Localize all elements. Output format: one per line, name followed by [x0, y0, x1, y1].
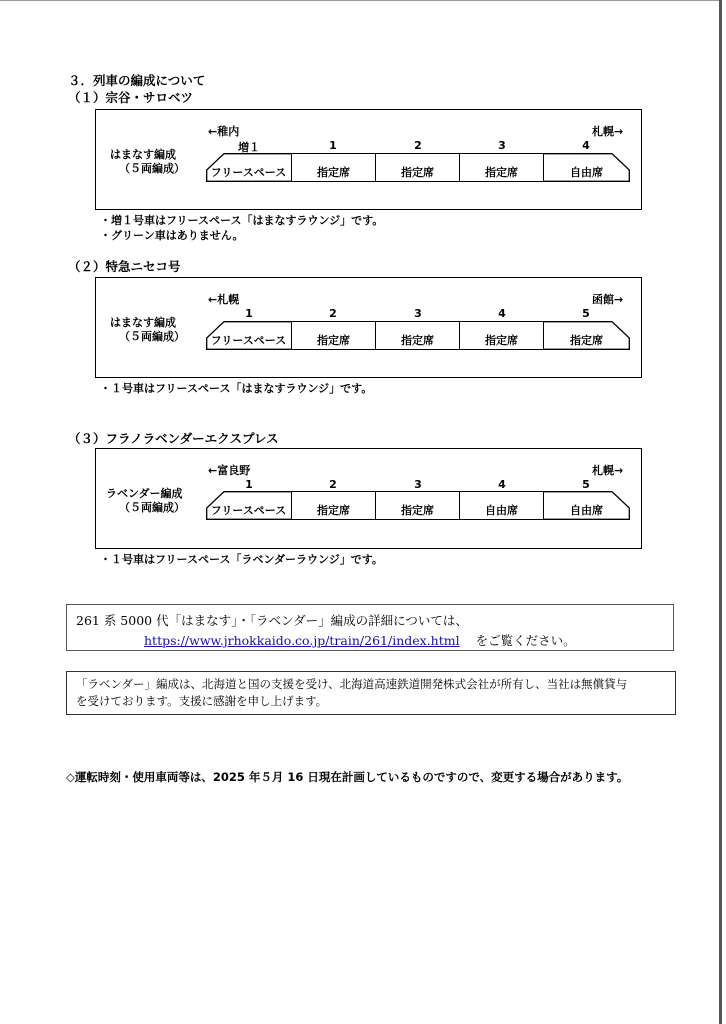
car-type: 指定席: [317, 166, 350, 179]
thanks-line-2: を受けております。支援に感謝を申し上げます。: [76, 694, 328, 708]
car-number: 3: [414, 307, 422, 320]
right-destination-2: 函館→: [592, 293, 624, 306]
section-2-heading: （２）特急ニセコ号: [68, 259, 181, 274]
info-line-1: 261 系 5000 代「はまなす」・「ラベンダー」編成の詳細については、: [76, 613, 468, 628]
page-top-edge: [0, 0, 719, 1]
car-number: 増１: [238, 141, 260, 154]
train-diagram-2: [206, 321, 630, 350]
car-number: 4: [498, 478, 506, 491]
car-number: 4: [498, 307, 506, 320]
left-destination-3: ←富良野: [208, 464, 251, 477]
right-destination-1: 札幌→: [592, 125, 624, 138]
car-type: 自由席: [570, 504, 603, 517]
car-type: 指定席: [401, 504, 434, 517]
section-title: ３．列車の編成について: [68, 73, 206, 88]
note-1-1: ・増１号車はフリースペース「はまなすラウンジ」です。: [100, 214, 384, 227]
car-type: フリースペース: [210, 166, 287, 179]
car-type: 指定席: [401, 334, 434, 347]
car-numbers-2: [0, 307, 726, 321]
left-destination-1: ←稚内: [208, 125, 240, 138]
formation-cars-1: （５両編成）: [119, 162, 185, 175]
right-destination-3: 札幌→: [592, 464, 624, 477]
car-type: 指定席: [317, 504, 350, 517]
car-numbers-1: [0, 139, 726, 153]
info-line-2: [144, 631, 576, 649]
formation-name-3: ラベンダー編成: [106, 487, 183, 500]
car-type: 指定席: [485, 334, 518, 347]
car-number: 5: [582, 307, 590, 320]
detail-link[interactable]: https://www.jrhokkaido.co.jp/train/261/index.html: [144, 633, 460, 648]
car-type: 指定席: [485, 166, 518, 179]
note-3-1: ・１号車はフリースペース「ラベンダーラウンジ」です。: [100, 553, 383, 566]
car-number: 5: [582, 478, 590, 491]
car-type: 自由席: [485, 504, 518, 517]
car-number: 4: [582, 139, 590, 152]
car-number: 3: [414, 478, 422, 491]
section-3-heading: （３）フラノラベンダーエクスプレス: [68, 431, 279, 446]
car-number: 1: [245, 478, 253, 491]
note-2-1: ・１号車はフリースペース「はまなすラウンジ」です。: [100, 382, 373, 395]
note-1-2: ・グリーン車はありません。: [100, 229, 244, 242]
train-diagram-3: [206, 491, 630, 520]
info-line-2-suffix: をご覧ください。: [475, 633, 576, 648]
car-type: 指定席: [401, 166, 434, 179]
car-number: 1: [245, 307, 253, 320]
formation-cars-3: （５両編成）: [119, 501, 185, 514]
car-type: 指定席: [570, 334, 603, 347]
car-type: 指定席: [317, 334, 350, 347]
car-type: 自由席: [570, 166, 603, 179]
train-diagram-1: [206, 153, 630, 182]
car-number: 2: [329, 307, 337, 320]
car-type: フリースペース: [210, 334, 287, 347]
left-destination-2: ←札幌: [208, 293, 240, 306]
car-number: 2: [414, 139, 422, 152]
formation-cars-2: （５両編成）: [119, 330, 185, 343]
thanks-line-1: 「ラベンダー」編成は、北海道と国の支援を受け、北海道高速鉄道開発株式会社が所有し、当社は無償貸与: [76, 677, 628, 691]
car-number: 2: [329, 478, 337, 491]
car-number: 1: [329, 139, 337, 152]
section-1-heading: （１）宗谷・サロベツ: [68, 90, 194, 105]
car-numbers-3: [0, 478, 726, 492]
footer-note: ◇運転時刻・使用車両等は、2025 年５月 16 日現在計画しているものですので、変更する場合があります。: [66, 770, 629, 784]
car-number: 3: [498, 139, 506, 152]
formation-name-1: はまなす編成: [110, 148, 176, 161]
formation-name-2: はまなす編成: [110, 316, 176, 329]
car-type: フリースペース: [210, 504, 287, 517]
